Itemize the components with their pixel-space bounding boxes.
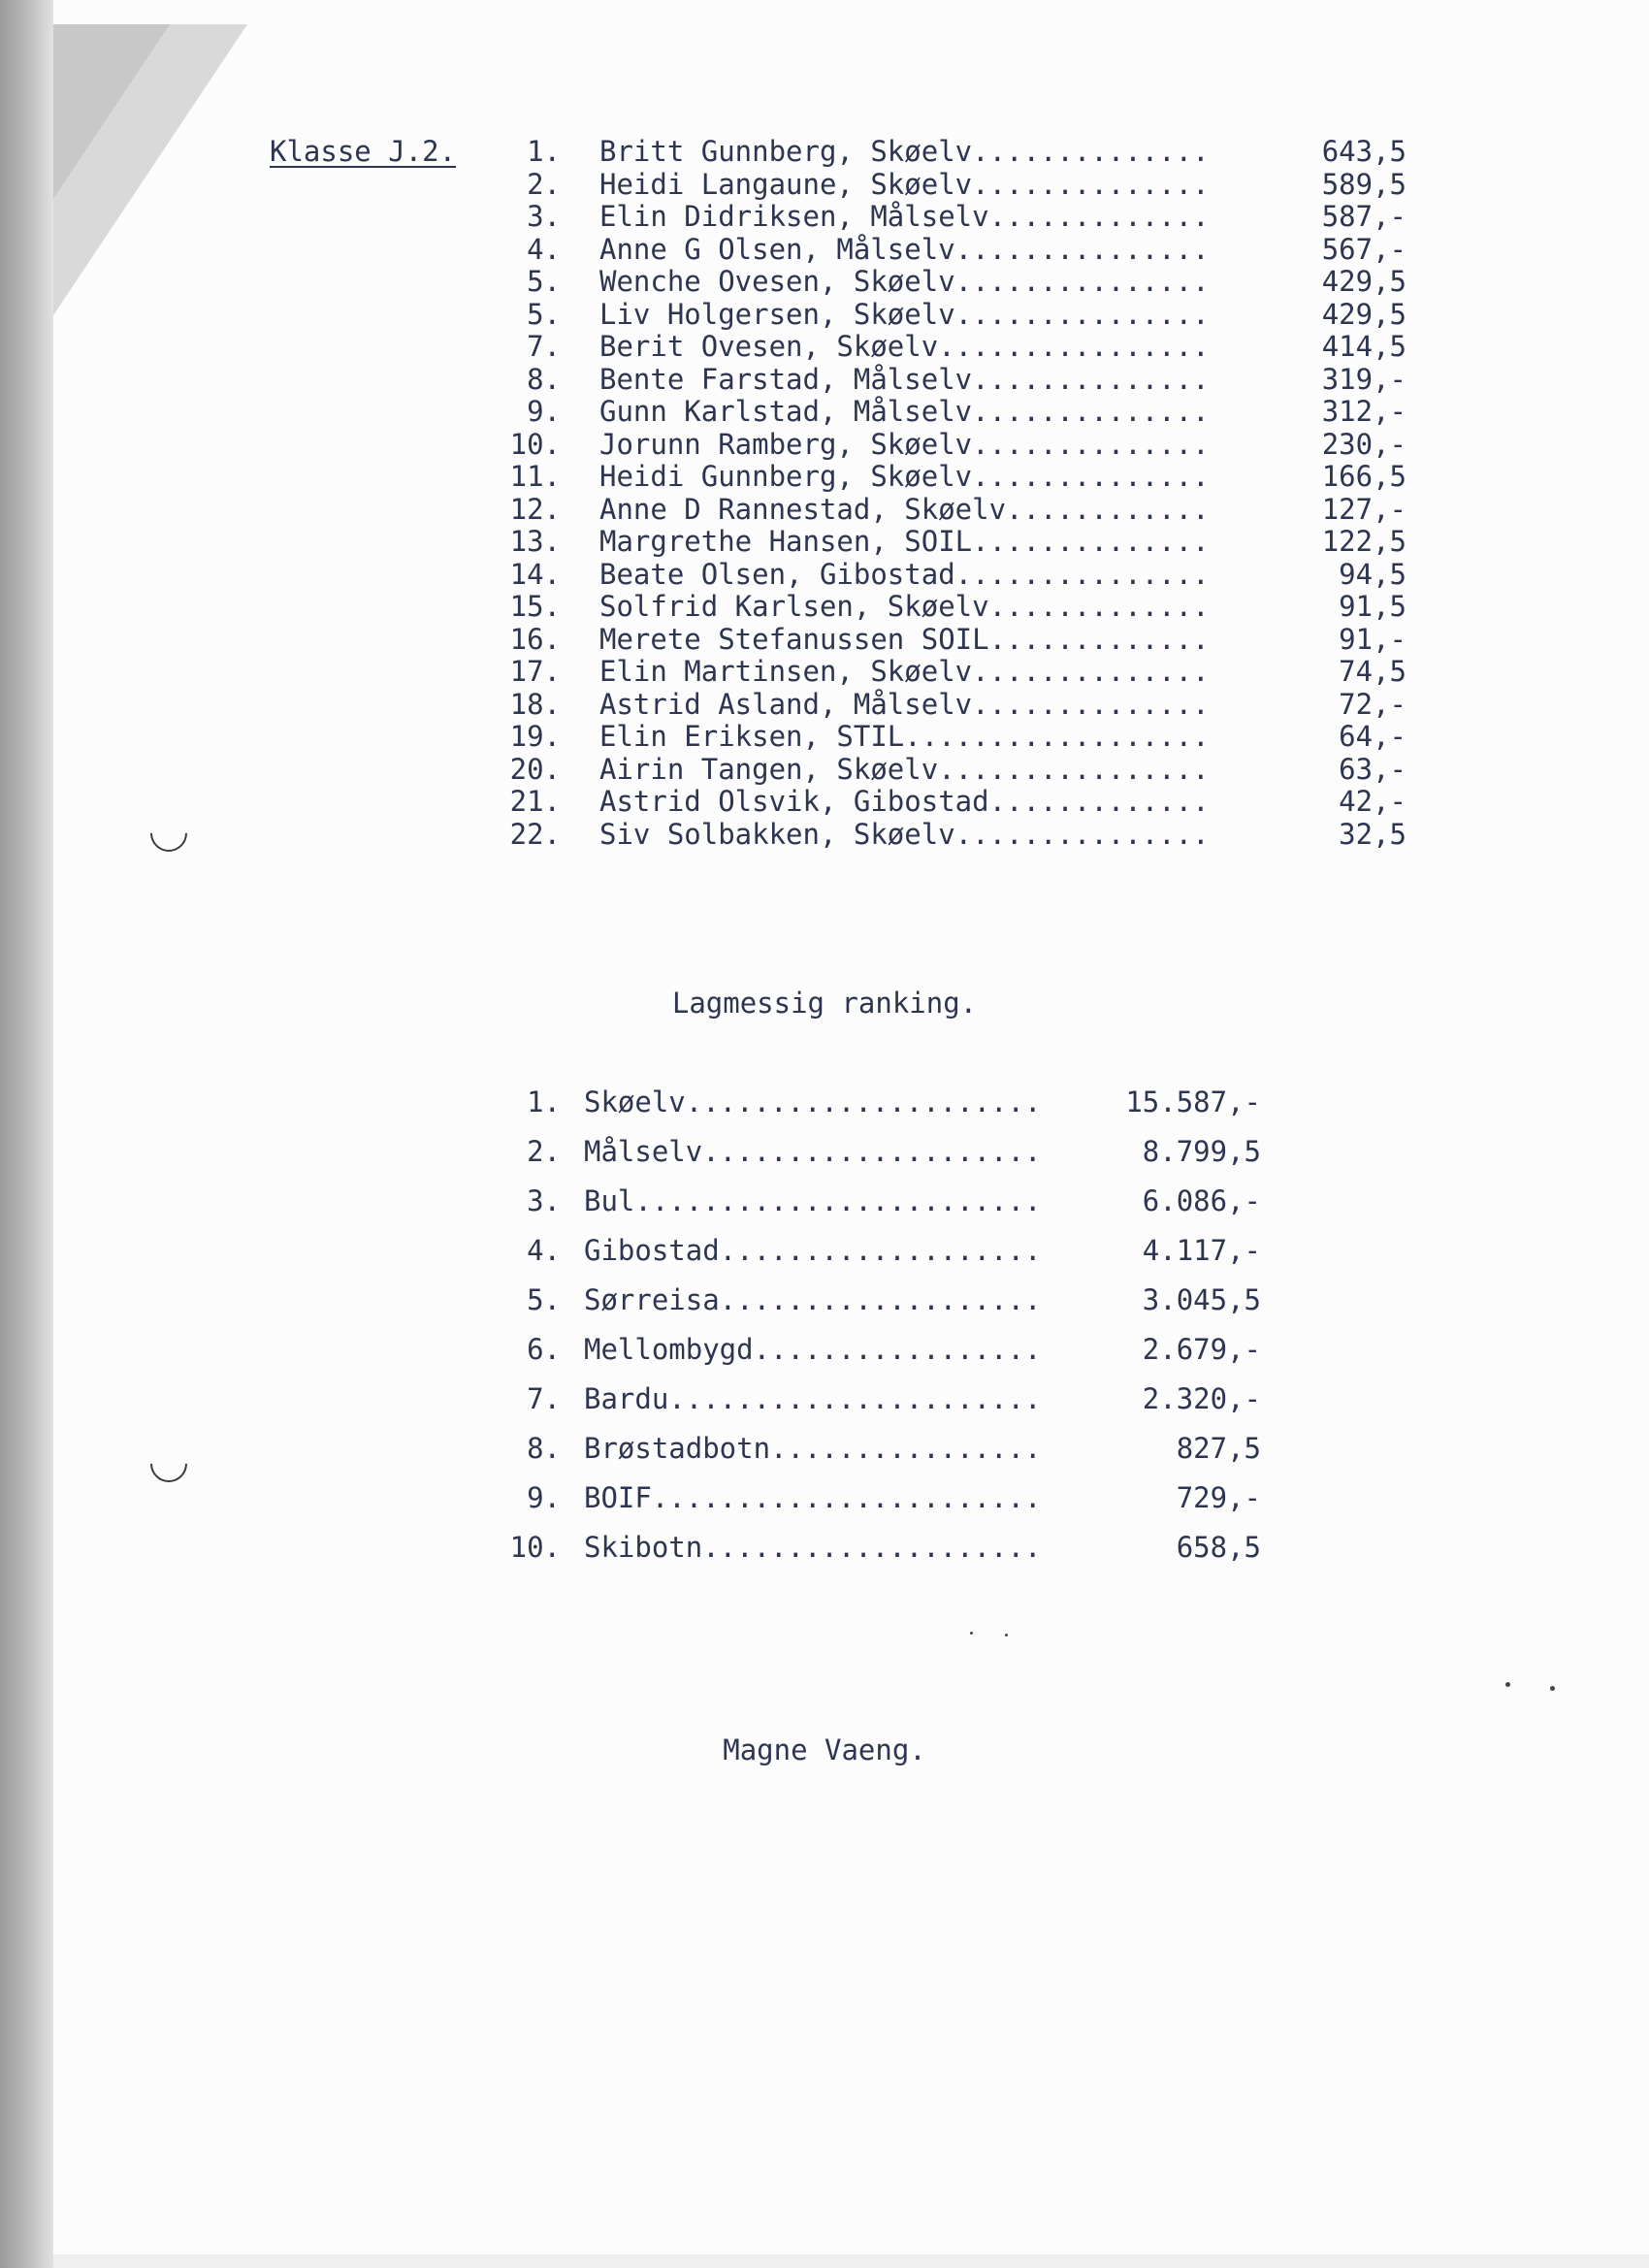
scan-edge-left bbox=[0, 0, 53, 2268]
result-row bbox=[514, 201, 1406, 234]
result-row bbox=[514, 234, 1406, 267]
result-name: Merete Stefanussen SOIL............. bbox=[599, 622, 1210, 656]
team-rank: 9. bbox=[527, 1481, 561, 1514]
ink-speck bbox=[1005, 1634, 1008, 1636]
result-row bbox=[509, 687, 1406, 722]
team-name: BOIF....................... bbox=[584, 1481, 1042, 1514]
result-name: Bente Farstad, Målselv.............. bbox=[599, 362, 1210, 396]
team-rank: 1. bbox=[527, 1085, 561, 1118]
result-row bbox=[514, 331, 1406, 364]
result-row bbox=[509, 622, 1406, 657]
team-row bbox=[504, 1185, 1261, 1235]
result-rank: 15. bbox=[509, 590, 561, 623]
result-rank: 11. bbox=[509, 460, 561, 493]
result-rank: 7. bbox=[527, 330, 561, 363]
team-name: Sørreisa................... bbox=[584, 1283, 1042, 1316]
result-score: 94,5 bbox=[1339, 557, 1406, 591]
result-name: Liv Holgersen, Skøelv............... bbox=[599, 297, 1210, 331]
result-row bbox=[509, 557, 1406, 592]
result-rank: 17. bbox=[509, 655, 561, 688]
result-score: 127,- bbox=[1321, 492, 1406, 526]
team-row bbox=[504, 1284, 1261, 1334]
team-row bbox=[504, 1532, 1261, 1581]
result-name: Gunn Karlstad, Målselv.............. bbox=[599, 395, 1210, 428]
result-name: Jorunn Ramberg, Skøelv.............. bbox=[599, 427, 1210, 461]
team-score: 827,5 bbox=[1176, 1432, 1261, 1465]
punch-hole-top bbox=[143, 807, 195, 859]
ink-speck bbox=[970, 1632, 973, 1635]
team-name: Skibotn.................... bbox=[584, 1531, 1042, 1564]
result-name: Elin Didriksen, Målselv............. bbox=[599, 200, 1210, 233]
team-row bbox=[504, 1086, 1261, 1136]
result-row bbox=[514, 266, 1406, 299]
result-name: Heidi Langaune, Skøelv.............. bbox=[599, 167, 1210, 201]
results-list bbox=[509, 135, 1406, 851]
team-name: Gibostad................... bbox=[584, 1234, 1042, 1267]
team-row bbox=[504, 1334, 1261, 1383]
scan-edge-bottom bbox=[53, 2254, 1649, 2268]
result-name: Elin Eriksen, STIL.................. bbox=[599, 720, 1210, 753]
team-rank: 2. bbox=[527, 1135, 561, 1168]
result-score: 72,- bbox=[1339, 687, 1406, 721]
result-name: Berit Ovesen, Skøelv................ bbox=[599, 330, 1210, 363]
result-score: 64,- bbox=[1339, 720, 1406, 753]
result-score: 414,5 bbox=[1321, 330, 1406, 363]
result-rank: 13. bbox=[509, 525, 561, 558]
punch-hole-bottom bbox=[143, 1438, 195, 1490]
result-name: Anne G Olsen, Målselv............... bbox=[599, 232, 1210, 266]
result-name: Siv Solbakken, Skøelv............... bbox=[599, 817, 1210, 851]
team-row bbox=[504, 1235, 1261, 1284]
team-score: 6.086,- bbox=[1142, 1184, 1261, 1217]
team-name: Brøstadbotn................ bbox=[584, 1432, 1042, 1465]
result-rank: 20. bbox=[509, 752, 561, 786]
result-score: 429,5 bbox=[1321, 265, 1406, 298]
team-row bbox=[504, 1482, 1261, 1532]
result-name: Airin Tangen, Skøelv................ bbox=[599, 752, 1210, 786]
team-score: 2.320,- bbox=[1142, 1382, 1261, 1415]
team-row bbox=[504, 1136, 1261, 1185]
result-row bbox=[509, 655, 1406, 689]
result-rank: 2. bbox=[527, 167, 561, 201]
team-name: Bardu...................... bbox=[584, 1382, 1042, 1415]
result-rank: 10. bbox=[509, 427, 561, 461]
team-rank: 8. bbox=[527, 1432, 561, 1465]
result-rank: 9. bbox=[527, 395, 561, 428]
team-score: 729,- bbox=[1176, 1481, 1261, 1514]
result-row bbox=[509, 427, 1406, 462]
result-name: Wenche Ovesen, Skøelv............... bbox=[599, 265, 1210, 298]
result-row bbox=[509, 785, 1406, 819]
folded-corner-shadow bbox=[53, 24, 247, 315]
team-score: 2.679,- bbox=[1142, 1333, 1261, 1366]
result-rank: 22. bbox=[509, 817, 561, 851]
result-score: 74,5 bbox=[1339, 655, 1406, 688]
team-score: 15.587,- bbox=[1125, 1085, 1261, 1118]
result-score: 91,5 bbox=[1339, 590, 1406, 623]
result-row bbox=[509, 752, 1406, 787]
result-rank: 1. bbox=[527, 135, 561, 168]
result-name: Heidi Gunnberg, Skøelv.............. bbox=[599, 460, 1210, 493]
result-rank: 3. bbox=[527, 200, 561, 233]
team-name: Mellombygd................. bbox=[584, 1333, 1042, 1366]
result-score: 589,5 bbox=[1321, 167, 1406, 201]
result-score: 32,5 bbox=[1339, 817, 1406, 851]
team-score: 8.799,5 bbox=[1142, 1135, 1261, 1168]
result-rank: 18. bbox=[509, 687, 561, 721]
team-rank: 5. bbox=[527, 1283, 561, 1316]
team-rank: 6. bbox=[527, 1333, 561, 1366]
result-score: 319,- bbox=[1321, 362, 1406, 396]
team-rank: 7. bbox=[527, 1382, 561, 1415]
result-score: 166,5 bbox=[1321, 460, 1406, 493]
team-ranking-title: Lagmessig ranking. bbox=[671, 987, 978, 1020]
result-name: Solfrid Karlsen, Skøelv............. bbox=[599, 590, 1210, 623]
result-row bbox=[514, 136, 1406, 169]
result-name: Anne D Rannestad, Skøelv............ bbox=[599, 492, 1210, 526]
result-name: Astrid Asland, Målselv.............. bbox=[599, 687, 1210, 721]
ink-speck bbox=[1505, 1682, 1510, 1687]
result-score: 429,5 bbox=[1321, 297, 1406, 331]
result-rank: 16. bbox=[509, 622, 561, 656]
result-row bbox=[514, 396, 1406, 429]
result-score: 587,- bbox=[1321, 200, 1406, 233]
team-rank: 3. bbox=[527, 1184, 561, 1217]
ink-speck bbox=[1550, 1686, 1555, 1691]
result-rank: 14. bbox=[509, 557, 561, 591]
result-row bbox=[509, 817, 1406, 852]
result-row bbox=[509, 525, 1406, 559]
result-rank: 21. bbox=[509, 785, 561, 818]
result-row bbox=[509, 720, 1406, 754]
result-rank: 12. bbox=[509, 492, 561, 526]
result-score: 122,5 bbox=[1321, 525, 1406, 558]
result-name: Elin Martinsen, Skøelv.............. bbox=[599, 655, 1210, 688]
result-row bbox=[514, 364, 1406, 397]
team-row bbox=[504, 1433, 1261, 1482]
team-score: 4.117,- bbox=[1142, 1234, 1261, 1267]
result-rank: 4. bbox=[527, 232, 561, 266]
result-row bbox=[514, 169, 1406, 202]
team-name: Bul........................ bbox=[584, 1184, 1042, 1217]
result-row bbox=[509, 492, 1406, 527]
result-name: Britt Gunnberg, Skøelv.............. bbox=[599, 135, 1210, 168]
result-row bbox=[509, 460, 1406, 494]
result-score: 230,- bbox=[1321, 427, 1406, 461]
result-rank: 8. bbox=[527, 362, 561, 396]
result-score: 63,- bbox=[1339, 752, 1406, 786]
team-name: Skøelv..................... bbox=[584, 1085, 1042, 1118]
result-name: Margrethe Hansen, SOIL.............. bbox=[599, 525, 1210, 558]
result-score: 567,- bbox=[1321, 232, 1406, 266]
team-ranking-list bbox=[504, 1086, 1261, 1581]
result-score: 42,- bbox=[1339, 785, 1406, 818]
signature: Magne Vaeng. bbox=[723, 1733, 926, 1766]
team-rank: 4. bbox=[527, 1234, 561, 1267]
result-rank: 5. bbox=[527, 297, 561, 331]
result-score: 643,5 bbox=[1321, 135, 1406, 168]
result-score: 91,- bbox=[1339, 622, 1406, 656]
result-name: Astrid Olsvik, Gibostad............. bbox=[599, 785, 1210, 818]
result-row bbox=[514, 299, 1406, 332]
result-rank: 5. bbox=[527, 265, 561, 298]
class-title: Klasse J.2. bbox=[270, 135, 457, 168]
result-row bbox=[509, 590, 1406, 624]
result-score: 312,- bbox=[1321, 395, 1406, 428]
result-rank: 19. bbox=[509, 720, 561, 753]
team-score: 658,5 bbox=[1176, 1531, 1261, 1564]
result-name: Beate Olsen, Gibostad............... bbox=[599, 557, 1210, 591]
team-name: Målselv.................... bbox=[584, 1135, 1042, 1168]
team-score: 3.045,5 bbox=[1142, 1283, 1261, 1316]
team-rank: 10. bbox=[509, 1531, 561, 1564]
team-row bbox=[504, 1383, 1261, 1433]
